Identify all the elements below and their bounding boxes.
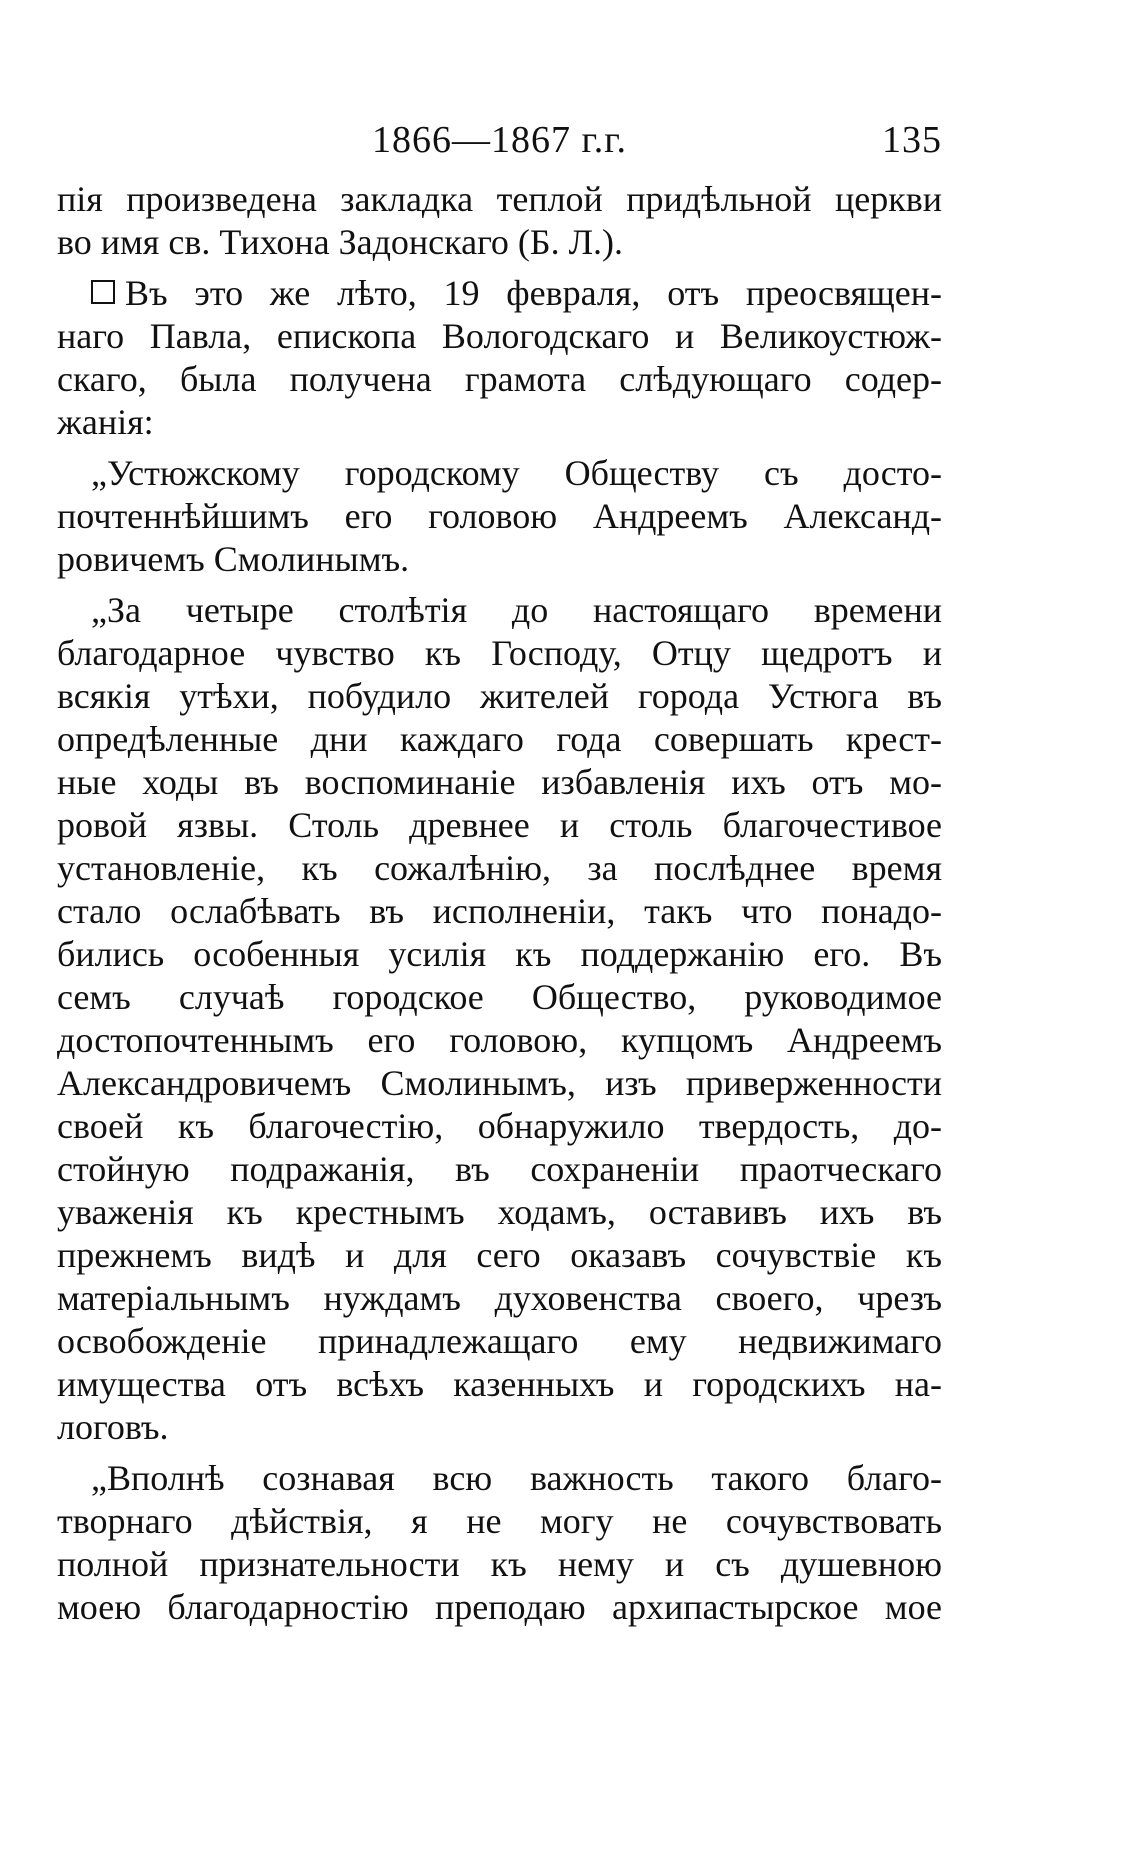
body-text (57, 178, 942, 1629)
text-line: ровичемъ Смолинымъ. (57, 539, 410, 579)
text-line: установленіе, къ сожалѣнію, за послѣднее время (57, 848, 942, 888)
paragraph-gap (57, 444, 942, 452)
text-line: наго Павла, епископа Вологодскаго и Великоустюж- (57, 316, 942, 356)
text-line: всякія утѣхи, побудило жителей города Устюга въ (57, 676, 942, 716)
paragraph-gap (57, 264, 942, 272)
text-line: своей къ благочестію, обнаружило твердость, до- (57, 1106, 942, 1146)
running-title: 1866—1867 г.г. (371, 119, 628, 161)
page (57, 118, 942, 1629)
text-line (57, 272, 942, 315)
text-line: прежнемъ видѣ и для сего оказавъ сочувствіе къ (57, 1235, 942, 1275)
paragraph (57, 272, 942, 444)
text-line: „Устюжскому городскому Обществу съ досто- (91, 453, 942, 493)
text-line: творнаго дѣйствія, я не могу не сочувствовать (57, 1501, 942, 1541)
text-line: „Вполнѣ сознавая всю важность такого благо- (91, 1458, 942, 1498)
text-line: моею благодарностію преподаю архипастырское мое (57, 1587, 942, 1627)
paragraph-gap (57, 581, 942, 589)
page-number: 135 (882, 119, 942, 161)
text-line: ровой язвы. Столь древнее и столь благочестивое (57, 805, 942, 845)
text-line: „За четыре столѣтія до настоящаго времени (91, 590, 942, 630)
text-line: семъ случаѣ городское Общество, руководимое (57, 977, 942, 1017)
paragraph (57, 452, 942, 581)
text-line: освобожденіе принадлежащаго ему недвижимаго (57, 1321, 942, 1361)
text-line: уваженія къ крестнымъ ходамъ, оставивъ ихъ въ (57, 1192, 942, 1232)
paragraph (57, 589, 942, 1449)
running-header (57, 118, 942, 178)
paragraph (57, 1457, 942, 1629)
paragraph-gap (57, 1449, 942, 1457)
text-line: пія произведена закладка теплой придѣльной церкви (57, 179, 942, 219)
paragraph (57, 178, 942, 264)
text-line-content: Въ это же лѣто, 19 февраля, отъ преосвящен- (125, 273, 942, 313)
box-marker-icon (91, 280, 115, 304)
text-line: стойную подражанія, въ сохраненіи праотческаго (57, 1149, 942, 1189)
text-line: имущества отъ всѣхъ казенныхъ и городскихъ на- (57, 1364, 942, 1404)
text-line: логовъ. (57, 1407, 169, 1447)
text-line: опредѣленные дни каждаго года совершать крест- (57, 719, 942, 759)
text-line: достопочтеннымъ его головою, купцомъ Андреемъ (57, 1020, 942, 1060)
text-line: почтеннѣйшимъ его головою Андреемъ Александ- (57, 496, 942, 536)
text-line: Александровичемъ Смолинымъ, изъ приверженности (57, 1063, 942, 1103)
text-line: благодарное чувство къ Господу, Отцу щедротъ и (57, 633, 942, 673)
text-line: бились особенныя усилія къ поддержанію его. Въ (57, 934, 942, 974)
text-line: ные ходы въ воспоминаніе избавленія ихъ отъ мо- (57, 762, 942, 802)
text-line: матеріальнымъ нуждамъ духовенства своего, чрезъ (57, 1278, 942, 1318)
text-line: стало ослабѣвать въ исполненіи, такъ что понадо- (57, 891, 942, 931)
text-line: скаго, была получена грамота слѣдующаго содер- (57, 359, 942, 399)
text-line: полной признательности къ нему и съ душевною (57, 1544, 942, 1584)
text-line: во имя св. Тихона Задонскаго (Б. Л.). (57, 222, 623, 262)
text-line: жанія: (57, 402, 154, 442)
